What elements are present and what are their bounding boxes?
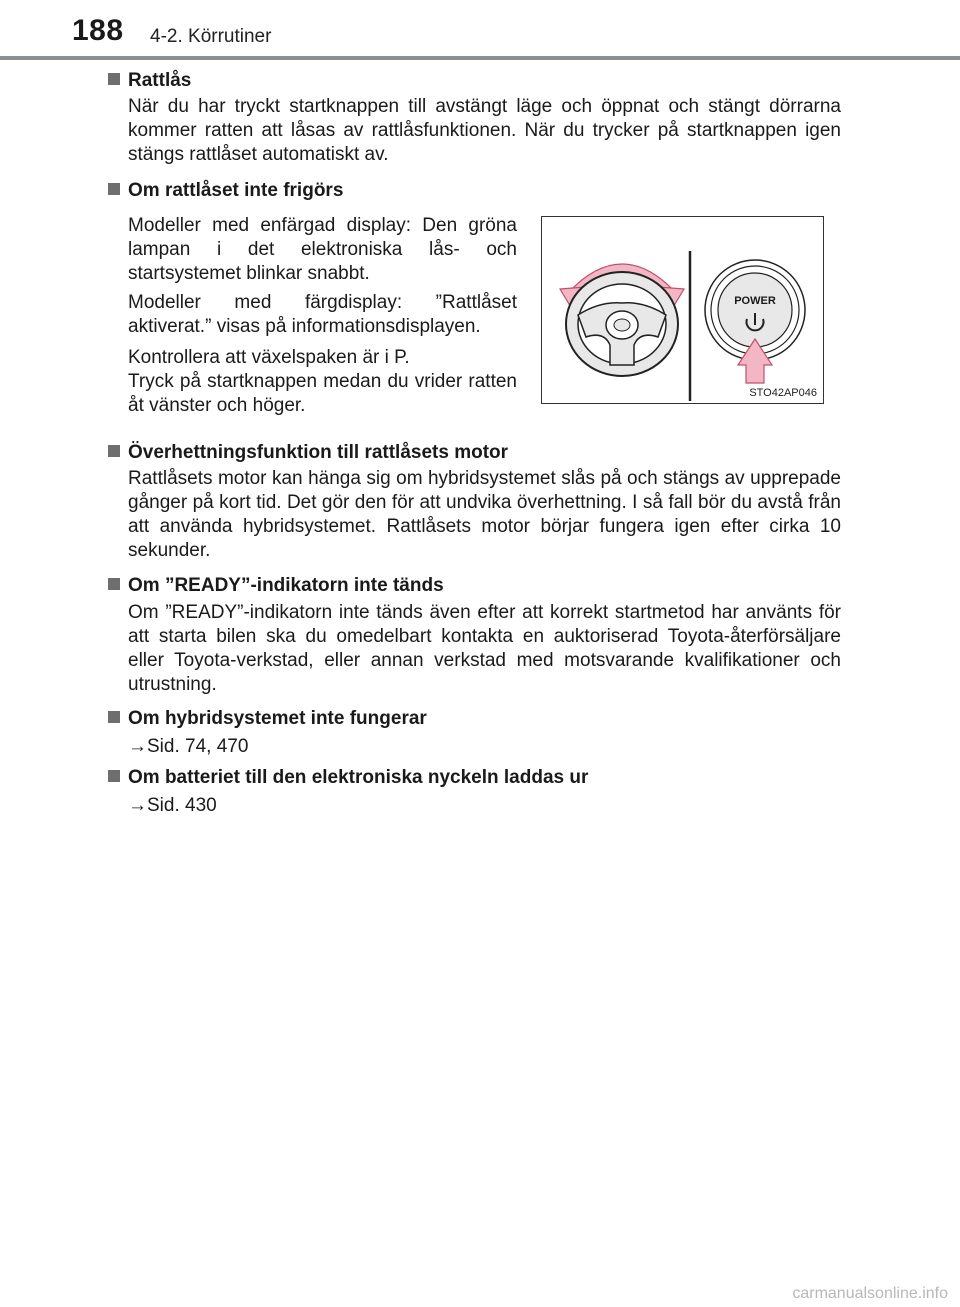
paragraph-line: Tryck på startknappen medan du vrider ratten åt vänster och höger. <box>128 371 517 416</box>
square-bullet-icon <box>108 711 120 723</box>
section-title-hybrid: Om hybridsystemet inte fungerar <box>108 707 427 731</box>
section-title-rattlas-frigors: Om rattlåset inte frigörs <box>108 179 343 203</box>
paragraph-line: Kontrollera att växelspaken är i P. <box>128 347 410 368</box>
figure-code: STO42AP046 <box>749 387 817 399</box>
page-reference-hybrid: →Sid. 74, 470 <box>128 736 249 757</box>
chapter-title: 4-2. Körrutiner <box>150 26 272 47</box>
figure-illustration <box>542 217 825 405</box>
section-title-batteri: Om batteriet till den elektroniska nyckeln laddas ur <box>108 766 588 790</box>
header-divider <box>0 56 960 60</box>
section-title-rattlas: Rattlås <box>108 69 191 93</box>
section-body-rattlas-frigors-p3 <box>128 346 517 418</box>
square-bullet-icon <box>108 578 120 590</box>
square-bullet-icon <box>108 770 120 782</box>
square-bullet-icon <box>108 183 120 195</box>
section-title-overhettning: Överhettningsfunktion till rattlåsets motor <box>108 441 508 465</box>
power-button-label: POWER <box>734 295 776 307</box>
page-number: 188 <box>72 14 124 47</box>
watermark: carmanualsonline.info <box>792 1285 948 1302</box>
steering-wheel-icon <box>566 272 678 376</box>
page-header <box>0 0 960 60</box>
square-bullet-icon <box>108 73 120 85</box>
section-body-overhettning: Rattlåsets motor kan hänga sig om hybridsystemet slås på och stängs av upprepade gånger på kort tid. Det gör den för att undvika överhettning. I så fall bör du avstå från att använda hybridsystemet. Rattlåsets motor börjar fungera igen efter cirka 10 sekunder. <box>128 468 841 561</box>
section-body-ready: Om ”READY”-indikatorn inte tänds även efter att korrekt startmetod har använts för att starta bilen ska du omedelbart kontakta en auktoriserad Toyota-återförsäljare eller Toyota-verkstad, eller annan verkstad med motsvarande kvalifikationer och utrustning. <box>128 602 841 695</box>
section-body-rattlas: När du har tryckt startknappen till avstängt läge och öppnat och stängt dörrarna kommer ratten att låsas av rattlåsfunktionen. När du trycker på startknappen igen stängs rattlåset automatiskt av. <box>128 96 841 165</box>
section-body-rattlas-frigors-p2: Modeller med färgdisplay: ”Rattlåset aktiverat.” visas på informationsdisplayen. <box>128 292 517 337</box>
square-bullet-icon <box>108 445 120 457</box>
page-reference-batteri: →Sid. 430 <box>128 795 217 816</box>
section-title-ready: Om ”READY”-indikatorn inte tänds <box>108 574 444 598</box>
section-body-rattlas-frigors-p1: Modeller med enfärgad display: Den gröna lampan i det elektroniska lås- och startsystemet blinkar snabbt. <box>128 215 517 284</box>
steering-lock-figure <box>541 216 824 404</box>
